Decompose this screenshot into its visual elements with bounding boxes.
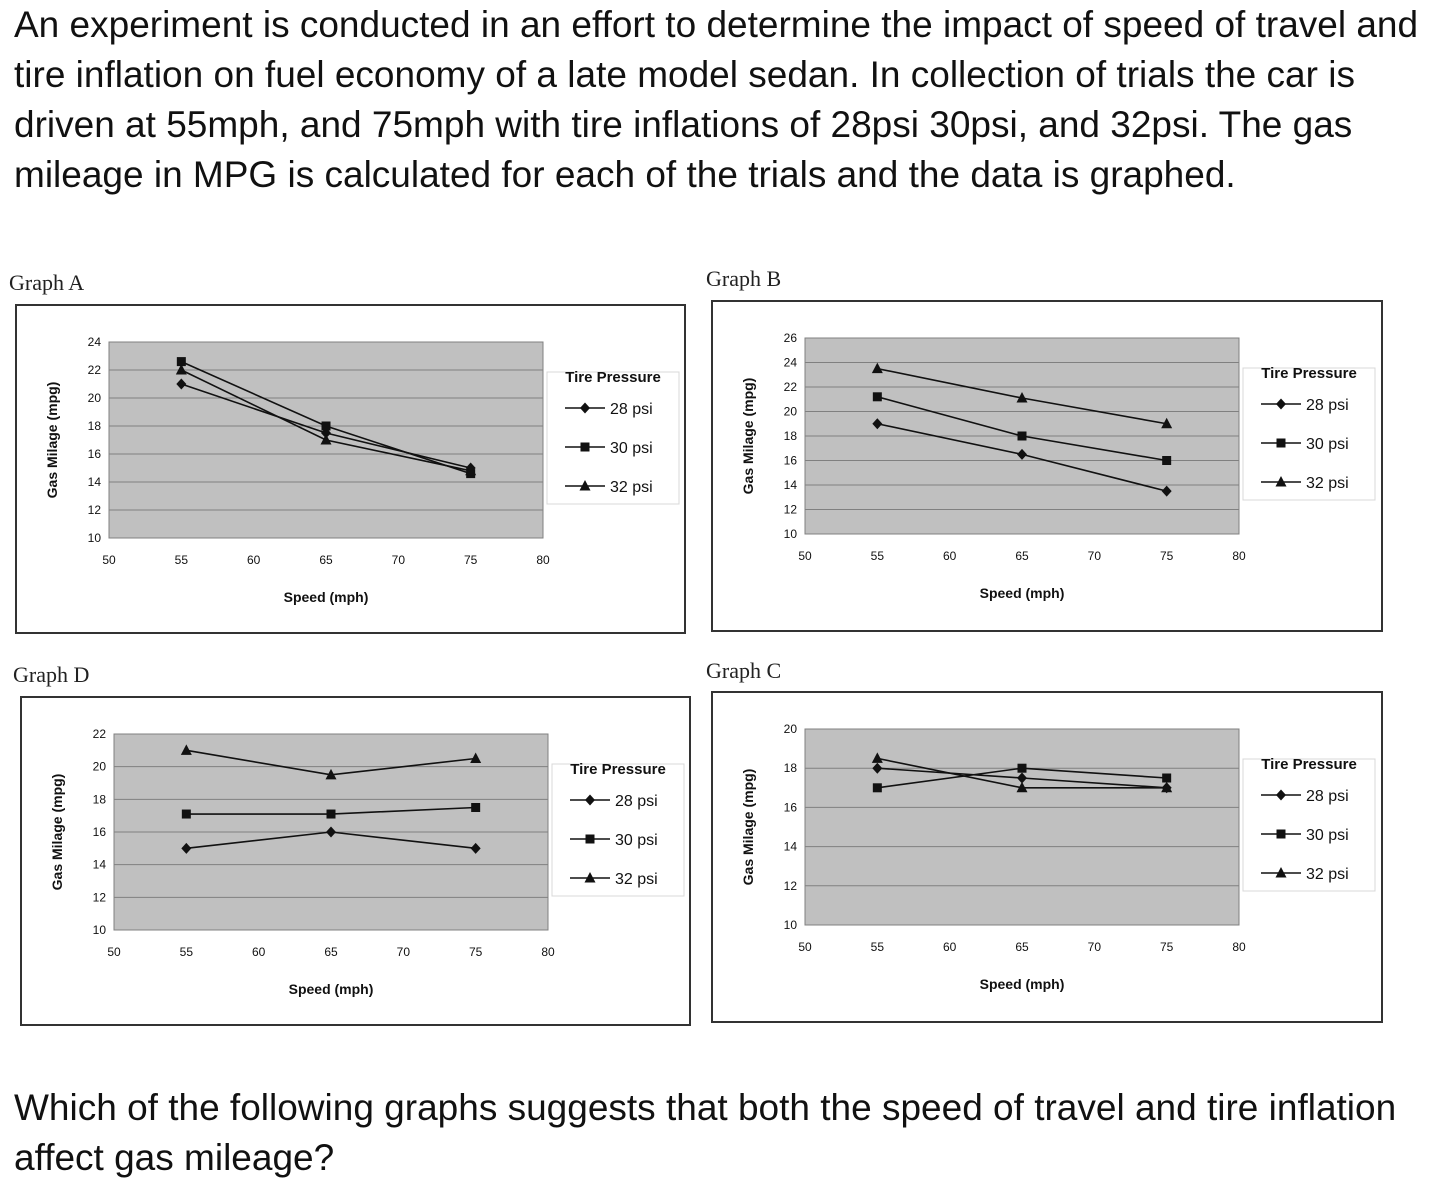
legend-label: 30 psi (1306, 436, 1349, 453)
data-point (1162, 456, 1171, 465)
y-tick-label: 18 (92, 792, 106, 807)
y-tick-label: 16 (783, 800, 797, 815)
data-point (873, 783, 882, 792)
data-point (471, 803, 480, 812)
x-axis-title: Speed (mph) (283, 589, 369, 605)
question-text: Which of the following graphs suggests that both the speed of travel and tire inflation affect gas mileage? (14, 1087, 1397, 1178)
y-tick-label: 22 (92, 727, 106, 741)
legend-marker (581, 443, 590, 452)
x-tick-label: 80 (541, 945, 555, 959)
y-axis-title: Gas Milage (mpg) (44, 381, 60, 499)
data-point (327, 810, 336, 819)
x-tick-label: 65 (1015, 549, 1029, 563)
y-tick-label: 12 (783, 502, 797, 517)
y-tick-label: 16 (87, 447, 101, 461)
y-tick-label: 10 (87, 531, 101, 545)
legend-label: 30 psi (615, 832, 658, 849)
y-tick-label: 14 (92, 857, 106, 872)
y-tick-label: 12 (87, 503, 101, 517)
x-tick-label: 65 (319, 553, 333, 567)
x-tick-label: 55 (870, 549, 885, 563)
x-tick-label: 60 (251, 945, 266, 959)
x-tick-label: 60 (246, 553, 261, 567)
y-tick-label: 24 (783, 355, 797, 370)
y-tick-label: 22 (87, 363, 101, 377)
x-tick-label: 75 (1159, 940, 1174, 954)
y-tick-label: 12 (92, 890, 106, 905)
chart-svg-B (713, 302, 1381, 630)
x-tick-label: 70 (1087, 549, 1102, 563)
y-tick-label: 18 (87, 419, 101, 433)
graph-d-chart (20, 696, 691, 1026)
y-axis-title: Gas Milage (mpg) (49, 773, 65, 891)
legend-label: 30 psi (1306, 827, 1349, 844)
legend-marker (1277, 439, 1286, 448)
y-tick-label: 10 (92, 923, 106, 937)
intro-text: An experiment is conducted in an effort to determine the impact of speed of travel and tire inflation on fuel economy of a late model sedan. In collection of trials the car is driven at 55mph, and 75mph with tire inflations of 28psi 30psi, and 32psi. The gas mileage in MPG is calculated for each of the trials and the data is graphed. (14, 4, 1419, 195)
data-point (1018, 764, 1027, 773)
graph-c-chart (711, 691, 1383, 1023)
y-tick-label: 16 (92, 825, 106, 839)
legend-marker (1277, 830, 1286, 839)
legend-label: 32 psi (1306, 866, 1349, 883)
y-tick-label: 20 (92, 759, 106, 774)
y-axis-title: Gas Milage (mpg) (740, 377, 756, 495)
y-tick-label: 26 (783, 331, 797, 345)
x-tick-label: 65 (1015, 940, 1029, 954)
chart-svg-A (17, 306, 684, 632)
legend-title: Tire Pressure (565, 369, 661, 386)
legend-title: Tire Pressure (1261, 365, 1357, 382)
x-tick-label: 60 (942, 549, 957, 563)
legend-label: 32 psi (615, 871, 658, 888)
data-point (1162, 774, 1171, 783)
y-tick-label: 20 (783, 404, 797, 419)
y-tick-label: 10 (783, 527, 797, 541)
x-tick-label: 50 (798, 940, 812, 954)
x-tick-label: 50 (798, 549, 812, 563)
graph-b-chart (711, 300, 1383, 632)
y-tick-label: 20 (783, 722, 797, 736)
y-tick-label: 12 (783, 878, 797, 893)
y-tick-label: 20 (87, 391, 101, 405)
x-tick-label: 65 (324, 945, 338, 959)
legend-title: Tire Pressure (1261, 756, 1357, 773)
x-tick-label: 50 (107, 945, 121, 959)
y-axis-title: Gas Milage (mpg) (740, 768, 756, 886)
y-tick-label: 22 (783, 380, 797, 394)
x-tick-label: 60 (942, 940, 957, 954)
chart-svg-D (22, 698, 689, 1024)
legend-label: 30 psi (610, 440, 653, 457)
x-tick-label: 55 (174, 553, 189, 567)
y-tick-label: 24 (87, 335, 101, 349)
x-tick-label: 50 (102, 553, 116, 567)
x-tick-label: 75 (463, 553, 478, 567)
y-tick-label: 16 (783, 453, 797, 468)
plot-area (805, 729, 1239, 925)
legend-label: 28 psi (1306, 788, 1349, 805)
x-tick-label: 80 (536, 553, 550, 567)
x-tick-label: 80 (1232, 549, 1246, 563)
graph-c-label: Graph C (706, 658, 782, 683)
data-point (322, 422, 331, 431)
legend-marker (586, 835, 595, 844)
x-tick-label: 55 (870, 940, 885, 954)
x-tick-label: 70 (391, 553, 406, 567)
legend-label: 28 psi (610, 401, 653, 418)
data-point (873, 392, 882, 401)
legend-label: 28 psi (1306, 397, 1349, 414)
y-tick-label: 18 (783, 761, 797, 776)
x-tick-label: 55 (179, 945, 194, 959)
x-axis-title: Speed (mph) (979, 976, 1065, 992)
chart-svg-C (713, 693, 1381, 1021)
graph-a-chart (15, 304, 686, 634)
x-tick-label: 75 (468, 945, 483, 959)
x-tick-label: 80 (1232, 940, 1246, 954)
data-point (1018, 432, 1027, 441)
data-point (182, 810, 191, 819)
y-tick-label: 18 (783, 429, 797, 443)
x-tick-label: 70 (1087, 940, 1102, 954)
y-tick-label: 14 (783, 478, 797, 492)
y-tick-label: 14 (87, 475, 101, 489)
graph-d-label: Graph D (13, 662, 90, 687)
y-tick-label: 10 (783, 918, 797, 932)
legend-title: Tire Pressure (570, 761, 666, 778)
legend-label: 32 psi (610, 479, 653, 496)
legend-label: 28 psi (615, 793, 658, 810)
x-axis-title: Speed (mph) (288, 981, 374, 997)
x-tick-label: 75 (1159, 549, 1174, 563)
y-tick-label: 14 (783, 839, 797, 854)
x-tick-label: 70 (396, 945, 411, 959)
x-axis-title: Speed (mph) (979, 585, 1065, 601)
graph-b-label: Graph B (706, 266, 782, 291)
graph-a-label: Graph A (9, 270, 85, 295)
legend-label: 32 psi (1306, 475, 1349, 492)
